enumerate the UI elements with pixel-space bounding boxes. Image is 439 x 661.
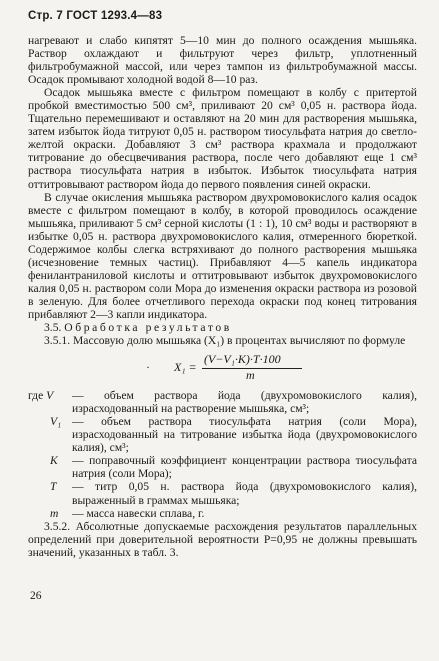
definition-text: — масса навески сплава, г. <box>72 506 205 520</box>
definition-symbol: где V <box>28 389 54 403</box>
formula-dot: · <box>146 360 150 375</box>
definition-symbol: K <box>50 454 58 468</box>
definition-text: — объем раствора йода (двухромовокислого калия), израсходованный на растворение мышьяка, см³; <box>72 389 417 416</box>
page-header: Стр. 7 ГОСТ 1293.4—83 <box>28 10 163 22</box>
section-number: 3.5. <box>44 321 62 335</box>
paragraph-2: Осадок мышьяка вместе с фильтром помещают в колбу с притертой пробкой вместимостью 500 см³, приливают 20 см³ 0,05 н. раствора йода. Тщательно перемешивают и оставляют на 20 мин для растворения мышьяка, затем избыток йода титруют 0,05 н. раствором тиосульфата натрия до светло-желтой окраски. Добавляют 3 см³ раствора крахмала и продолжают титрование до обесцвечивания раствора, после чего добавляют еще 1 см³ раствора тиосульфата натрия в избыток. Избыток тиосульфата натрия оттитровывают раствором йода до первого появления синей окраски. <box>28 86 417 191</box>
definition-item <box>28 480 417 506</box>
formula <box>28 353 417 383</box>
paragraph-3: В случае окисления мышьяка раствором двухромовокислого калия осадок вместе с фильтром помещают в колбу, в которой проводилось осаждение мышьяка, приливают 5 см³ серной кислоты (1 : 1), 10 см³ воды и растворяют в избытке 0,05 н. раствора двухромовокислого калия, отмеренного бюреткой. Содержимое колбы слегка встряхивают до полного растворения мышьяка (исчезновение темных частиц). Прибавляют 4—5 капель индикатора фенилантраниловой кислоты и оттитровывают избыток двухромовокислого калия 0,05 н. раствором соли Мора до изменения окраски раствора из розовой в зеленую. Для более отчетливого перехода окраски под конец титрования прибавляют 2—3 капли индикатора. <box>28 190 417 321</box>
formula-lhs: X₁ = <box>174 360 197 375</box>
subsection-3-5-2: 3.5.2. Абсолютные допускаемые расхождения результатов параллельных определений при доверительной вероятности P=0,95 не должны превышать значений, указанных в табл. 3. <box>28 519 417 559</box>
definition-item <box>28 507 417 520</box>
definition-text: — поправочный коэффициент концентрации раствора тиосульфата натрия (соли Мора); <box>72 454 417 481</box>
definition-item <box>28 454 417 480</box>
definition-symbol: V₁ <box>50 415 62 429</box>
definition-item <box>28 415 417 454</box>
definition-text: — титр 0,05 н. раствора йода (двухромовокислого калия), выраженный в граммах мышьяка; <box>72 480 417 507</box>
page-number: 26 <box>30 590 42 602</box>
subsection-3-5-1: 3.5.1. Массовую долю мышьяка (X₁) в процентах вычисляют по формуле <box>44 334 406 348</box>
body-text <box>28 34 417 559</box>
definition-item <box>28 389 417 415</box>
definitions-list <box>28 389 417 519</box>
formula-numerator: (V−V₁·K)·T·100 <box>204 352 281 367</box>
definition-symbol: m <box>50 506 59 520</box>
section-heading <box>28 321 417 334</box>
definition-text: — объем раствора тиосульфата натрия (соли Мора), израсходованный на титрование избытка йода (двухромовокислого калия), см³; <box>72 415 417 455</box>
section-title: Обработка результатов <box>64 321 232 335</box>
definition-symbol: T <box>50 480 57 494</box>
formula-denominator: m <box>246 368 255 383</box>
paragraph-1: нагревают и слабо кипятят 5—10 мин до полного осаждения мышьяка. Раствор охлаждают и фильтруют через фильтр, уплотненный фильтробумажной массой, или через тампон из фильтробумажной массы. Осадок промывают холодной водой 8—10 раз. <box>28 34 417 87</box>
